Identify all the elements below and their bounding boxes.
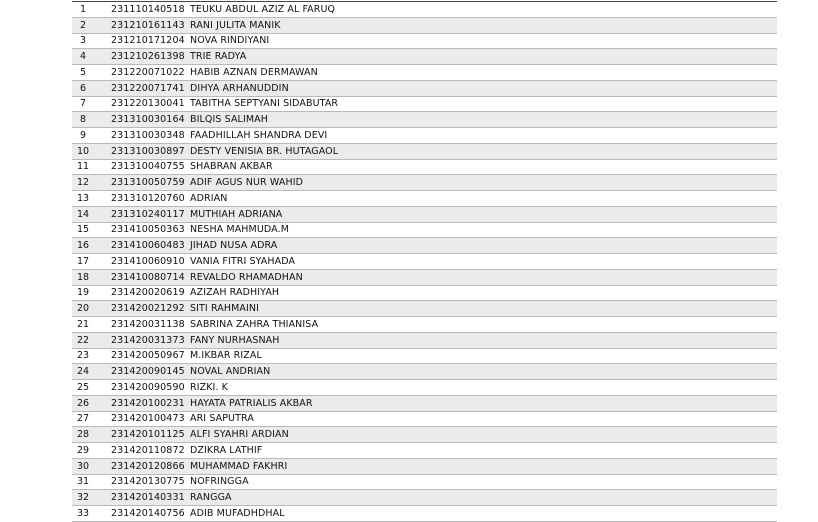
student-name: ARI SAPUTRA <box>190 413 254 425</box>
row-number: 17 <box>76 255 90 267</box>
table-row <box>72 254 777 270</box>
row-number: 25 <box>76 381 90 393</box>
student-name: SHABRAN AKBAR <box>190 161 273 173</box>
student-id: 231420130775 <box>111 476 185 488</box>
table-row <box>72 333 777 349</box>
table-row <box>72 49 777 65</box>
table-row <box>72 459 777 475</box>
student-name: MUTHIAH ADRIANA <box>190 208 283 220</box>
student-id: 231420101125 <box>111 429 185 441</box>
row-number: 13 <box>76 192 90 204</box>
row-number: 12 <box>76 177 90 189</box>
row-number: 30 <box>76 460 90 472</box>
table-row <box>72 160 777 176</box>
student-name: MUHAMMAD FAKHRI <box>190 460 288 472</box>
student-id: 231220071022 <box>111 66 185 78</box>
student-name: AZIZAH RADHIYAH <box>190 287 280 299</box>
student-name: RANI JULITA MANIK <box>190 19 281 31</box>
student-name: M.IKBAR RIZAL <box>190 350 262 362</box>
student-name: SABRINA ZAHRA THIANISA <box>190 318 319 330</box>
row-number: 18 <box>76 271 90 283</box>
student-id: 231420100231 <box>111 397 185 409</box>
student-id: 231310240117 <box>111 208 185 220</box>
student-id: 231420050967 <box>111 350 185 362</box>
table-row <box>72 490 777 506</box>
table-row <box>72 286 777 302</box>
row-number: 19 <box>76 287 90 299</box>
student-id: 231110140518 <box>111 3 185 15</box>
row-number: 24 <box>76 366 90 378</box>
table-row <box>72 238 777 254</box>
student-id: 231420100473 <box>111 413 185 425</box>
table-row <box>72 97 777 113</box>
row-number: 10 <box>76 145 90 157</box>
row-number: 26 <box>76 397 90 409</box>
row-number: 28 <box>76 429 90 441</box>
row-number: 11 <box>76 161 90 173</box>
student-id: 231420031138 <box>111 318 185 330</box>
student-id: 231310050759 <box>111 177 185 189</box>
student-name: HABIB AZNAN DERMAWAN <box>190 66 318 78</box>
row-number: 8 <box>79 114 87 126</box>
table-row <box>72 18 777 34</box>
student-name: BILQIS SALIMAH <box>190 114 268 126</box>
table-row <box>72 380 777 396</box>
row-number: 21 <box>76 318 90 330</box>
student-name: DESTY VENISIA BR. HUTAGAOL <box>190 145 339 157</box>
table-row <box>72 412 777 428</box>
student-name: TRIE RADYA <box>190 51 247 63</box>
table-row <box>72 475 777 491</box>
table-row <box>72 506 777 522</box>
student-id: 231420140331 <box>111 492 185 504</box>
row-number: 16 <box>76 240 90 252</box>
student-name: JIHAD NUSA ADRA <box>190 240 278 252</box>
student-name: HAYATA PATRIALIS AKBAR <box>190 397 313 409</box>
student-name: ALFI SYAHRI ARDIAN <box>190 429 289 441</box>
student-id: 231410050363 <box>111 224 185 236</box>
student-id: 231210161143 <box>111 19 185 31</box>
student-name: REVALDO RHAMADHAN <box>190 271 303 283</box>
table-row <box>72 443 777 459</box>
table-row <box>72 349 777 365</box>
student-name: ADIB MUFADHDHAL <box>190 507 285 519</box>
row-number: 9 <box>79 129 87 141</box>
student-id: 231410060910 <box>111 255 185 267</box>
table-row <box>72 223 777 239</box>
student-id: 231410080714 <box>111 271 185 283</box>
table-row <box>72 396 777 412</box>
student-name: FANY NURHASNAH <box>190 334 280 346</box>
student-id: 231410060483 <box>111 240 185 252</box>
table-row <box>72 175 777 191</box>
student-id: 231220071741 <box>111 82 185 94</box>
table-row <box>72 427 777 443</box>
student-name: FAADHILLAH SHANDRA DEVI <box>190 129 328 141</box>
row-number: 31 <box>76 476 90 488</box>
student-name: SITI RAHMAINI <box>190 303 260 315</box>
student-table <box>72 1 777 522</box>
student-id: 231210261398 <box>111 51 185 63</box>
row-number: 20 <box>76 303 90 315</box>
table-row <box>72 270 777 286</box>
row-number: 22 <box>76 334 90 346</box>
student-id: 231220130041 <box>111 98 185 110</box>
student-name: ADRIAN <box>190 192 228 204</box>
student-name: NOVAL ANDRIAN <box>190 366 271 378</box>
row-number: 23 <box>76 350 90 362</box>
row-number: 6 <box>79 82 87 94</box>
student-id: 231420120866 <box>111 460 185 472</box>
student-name: DIHYA ARHANUDDIN <box>190 82 289 94</box>
row-number: 2 <box>79 19 87 31</box>
student-name: NOVA RINDIYANI <box>190 35 270 47</box>
row-number: 29 <box>76 444 90 456</box>
student-name: VANIA FITRI SYAHADA <box>190 255 296 267</box>
row-number: 14 <box>76 208 90 220</box>
table-row <box>72 81 777 97</box>
student-id: 231310030897 <box>111 145 185 157</box>
student-id: 231420140756 <box>111 507 185 519</box>
table-row <box>72 301 777 317</box>
row-number: 15 <box>76 224 90 236</box>
student-id: 231310040755 <box>111 161 185 173</box>
student-name: NOFRINGGA <box>190 476 249 488</box>
student-name: TABITHA SEPTYANI SIDABUTAR <box>190 98 339 110</box>
student-name: NESHA MAHMUDA.M <box>190 224 289 236</box>
row-number: 4 <box>79 51 87 63</box>
table-row <box>72 34 777 50</box>
student-id: 231420090590 <box>111 381 185 393</box>
row-number: 7 <box>79 98 87 110</box>
row-number: 1 <box>79 3 87 15</box>
student-name: TEUKU ABDUL AZIZ AL FARUQ <box>190 3 336 15</box>
table-row <box>72 207 777 223</box>
student-id: 231420021292 <box>111 303 185 315</box>
student-id: 231310120760 <box>111 192 185 204</box>
table-row <box>72 144 777 160</box>
table-row <box>72 364 777 380</box>
student-id: 231420090145 <box>111 366 185 378</box>
student-id: 231310030164 <box>111 114 185 126</box>
student-name: DZIKRA LATHIF <box>190 444 263 456</box>
student-id: 231210171204 <box>111 35 185 47</box>
row-number: 5 <box>79 66 87 78</box>
table-row <box>72 128 777 144</box>
student-name: RIZKI. K <box>190 381 229 393</box>
student-id: 231420031373 <box>111 334 185 346</box>
row-number: 3 <box>79 35 87 47</box>
row-number: 33 <box>76 507 90 519</box>
table-row <box>72 191 777 207</box>
table-row <box>72 112 777 128</box>
table-row <box>72 65 777 81</box>
student-id: 231420110872 <box>111 444 185 456</box>
row-number: 32 <box>76 492 90 504</box>
student-name: RANGGA <box>190 492 232 504</box>
student-id: 231420020619 <box>111 287 185 299</box>
table-row <box>72 2 777 18</box>
student-id: 231310030348 <box>111 129 185 141</box>
student-name: ADIF AGUS NUR WAHID <box>190 177 304 189</box>
row-number: 27 <box>76 413 90 425</box>
table-row <box>72 317 777 333</box>
